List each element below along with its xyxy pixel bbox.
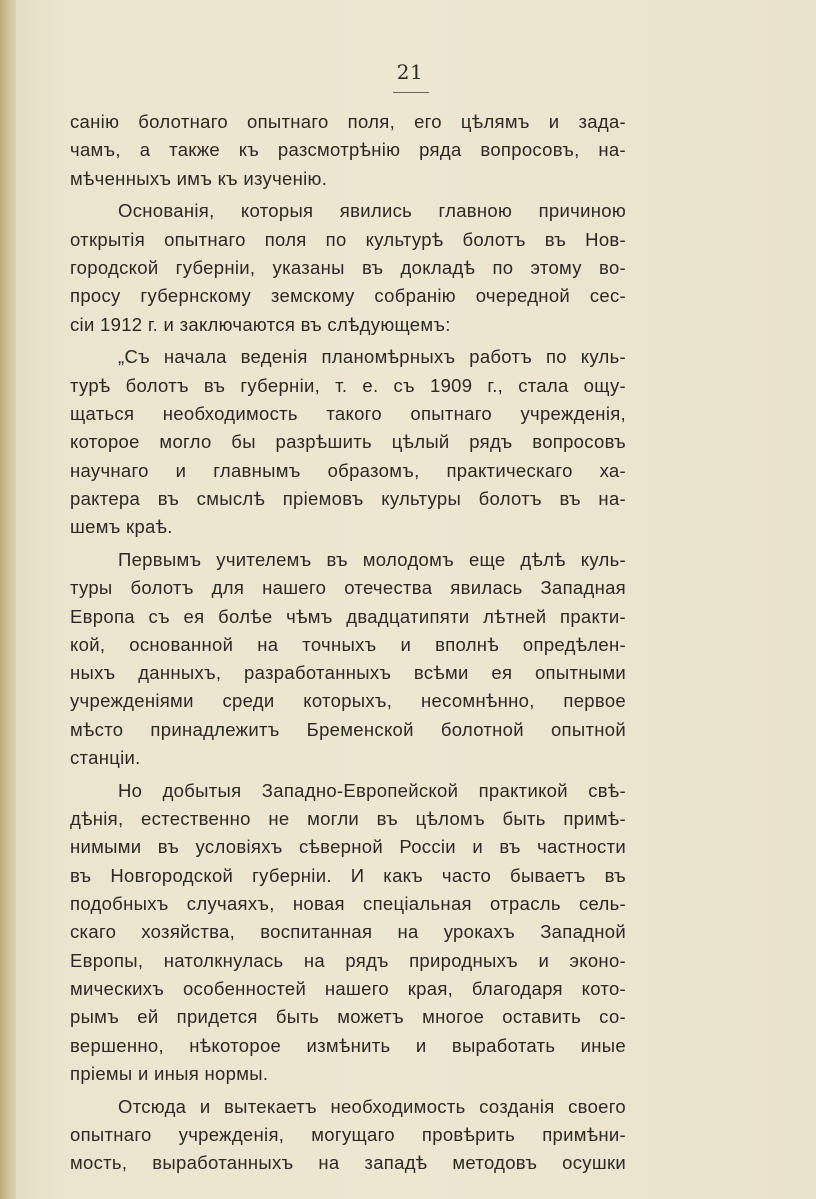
text-line: санію болотнаго опытнаго поля, его цѣлямъ и зада- bbox=[70, 111, 626, 132]
text-line: городской губерніи, указаны въ докладѣ по этому во- bbox=[70, 256, 626, 278]
page-number-rule bbox=[393, 92, 429, 93]
paragraph bbox=[70, 343, 626, 541]
text-line: дѣнія, естественно не могли въ цѣломъ быть примѣ- bbox=[70, 808, 626, 830]
text-line: Первымъ учителемъ въ молодомъ еще дѣлѣ куль- bbox=[118, 548, 626, 570]
text-line: мѣсто принадлежитъ Бременской болотной опытной bbox=[70, 718, 626, 740]
text-line: Европы, натолкнулась на рядъ природныхъ и эконо- bbox=[70, 949, 626, 971]
text-line: которое могло бы разрѣшить цѣлый рядъ вопросовъ bbox=[70, 431, 626, 453]
text-line: опытнаго учрежденія, могущаго провѣрить примѣни- bbox=[70, 1123, 626, 1145]
book-spine-shadow bbox=[0, 0, 16, 1199]
text-line: сіи 1912 г. и заключаются въ слѣдующемъ: bbox=[70, 313, 451, 335]
text-line: турѣ болотъ въ губерніи, т. е. съ 1909 г., стала ощу- bbox=[70, 374, 626, 396]
paragraph bbox=[70, 108, 626, 193]
text-line: вершенно, нѣкоторое измѣнить и выработать иные bbox=[70, 1034, 626, 1056]
text-line: открытія опытнаго поля по культурѣ болотъ въ Нов- bbox=[70, 228, 626, 250]
text-line: „Съ начала веденія планомѣрныхъ работъ по куль- bbox=[118, 346, 626, 368]
text-line: Основанія, которыя явились главною причиною bbox=[118, 200, 626, 222]
text-line: подобныхъ случаяхъ, новая спеціальная отрасль сель- bbox=[70, 893, 626, 915]
page-number: 21 bbox=[396, 60, 424, 84]
text-line: Но добытыя Западно-Европейской практикой свѣ- bbox=[118, 779, 626, 801]
text-line: Европа съ ея болѣе чѣмъ двадцатипяти лѣтней практи- bbox=[70, 605, 626, 627]
text-line: мическихъ особенностей нашего края, благодаря кото- bbox=[70, 977, 626, 999]
text-line: мѣченныхъ имъ къ изученію. bbox=[70, 167, 328, 189]
text-line: рактера въ смыслѣ пріемовъ культуры болотъ въ на- bbox=[70, 487, 626, 509]
paragraph bbox=[70, 1093, 626, 1178]
body-text bbox=[70, 108, 626, 1177]
text-line: учрежденіями среди которыхъ, несомнѣнно, первое bbox=[70, 690, 626, 712]
text-line: кой, основанной на точныхъ и вполнѣ опредѣлен- bbox=[70, 633, 626, 655]
text-line: Отсюда и вытекаетъ необходимость созданія своего bbox=[118, 1095, 626, 1117]
text-line: чамъ, а также къ разсмотрѣнію ряда вопросовъ, на- bbox=[70, 139, 626, 161]
text-line: туры болотъ для нашего отечества явилась Западная bbox=[70, 577, 626, 599]
paragraph bbox=[70, 197, 626, 338]
text-line: мость, выработанныхъ на западѣ методовъ осушки bbox=[70, 1152, 626, 1174]
text-line: научнаго и главнымъ образомъ, практическаго ха- bbox=[70, 459, 626, 481]
text-line: пріемы и иныя нормы. bbox=[70, 1062, 269, 1084]
text-line: скаго хозяйства, воспитанная на урокахъ Западной bbox=[70, 921, 626, 943]
text-line: шемъ краѣ. bbox=[70, 516, 173, 538]
text-line: просу губернскому земскому собранію очередной сес- bbox=[70, 285, 626, 307]
text-line: станціи. bbox=[70, 747, 141, 769]
text-line: ныхъ данныхъ, разработанныхъ всѣми ея опытными bbox=[70, 662, 626, 684]
paragraph bbox=[70, 546, 626, 772]
paragraph bbox=[70, 777, 626, 1088]
text-line: нимыми въ условіяхъ сѣверной Россіи и въ частности bbox=[70, 836, 626, 858]
text-line: щаться необходимость такого опытнаго учрежденія, bbox=[70, 402, 626, 424]
text-line: въ Новгородской губерніи. И какъ часто бываетъ въ bbox=[70, 864, 626, 886]
text-line: рымъ ей придется быть можетъ многое оставить со- bbox=[70, 1006, 626, 1028]
